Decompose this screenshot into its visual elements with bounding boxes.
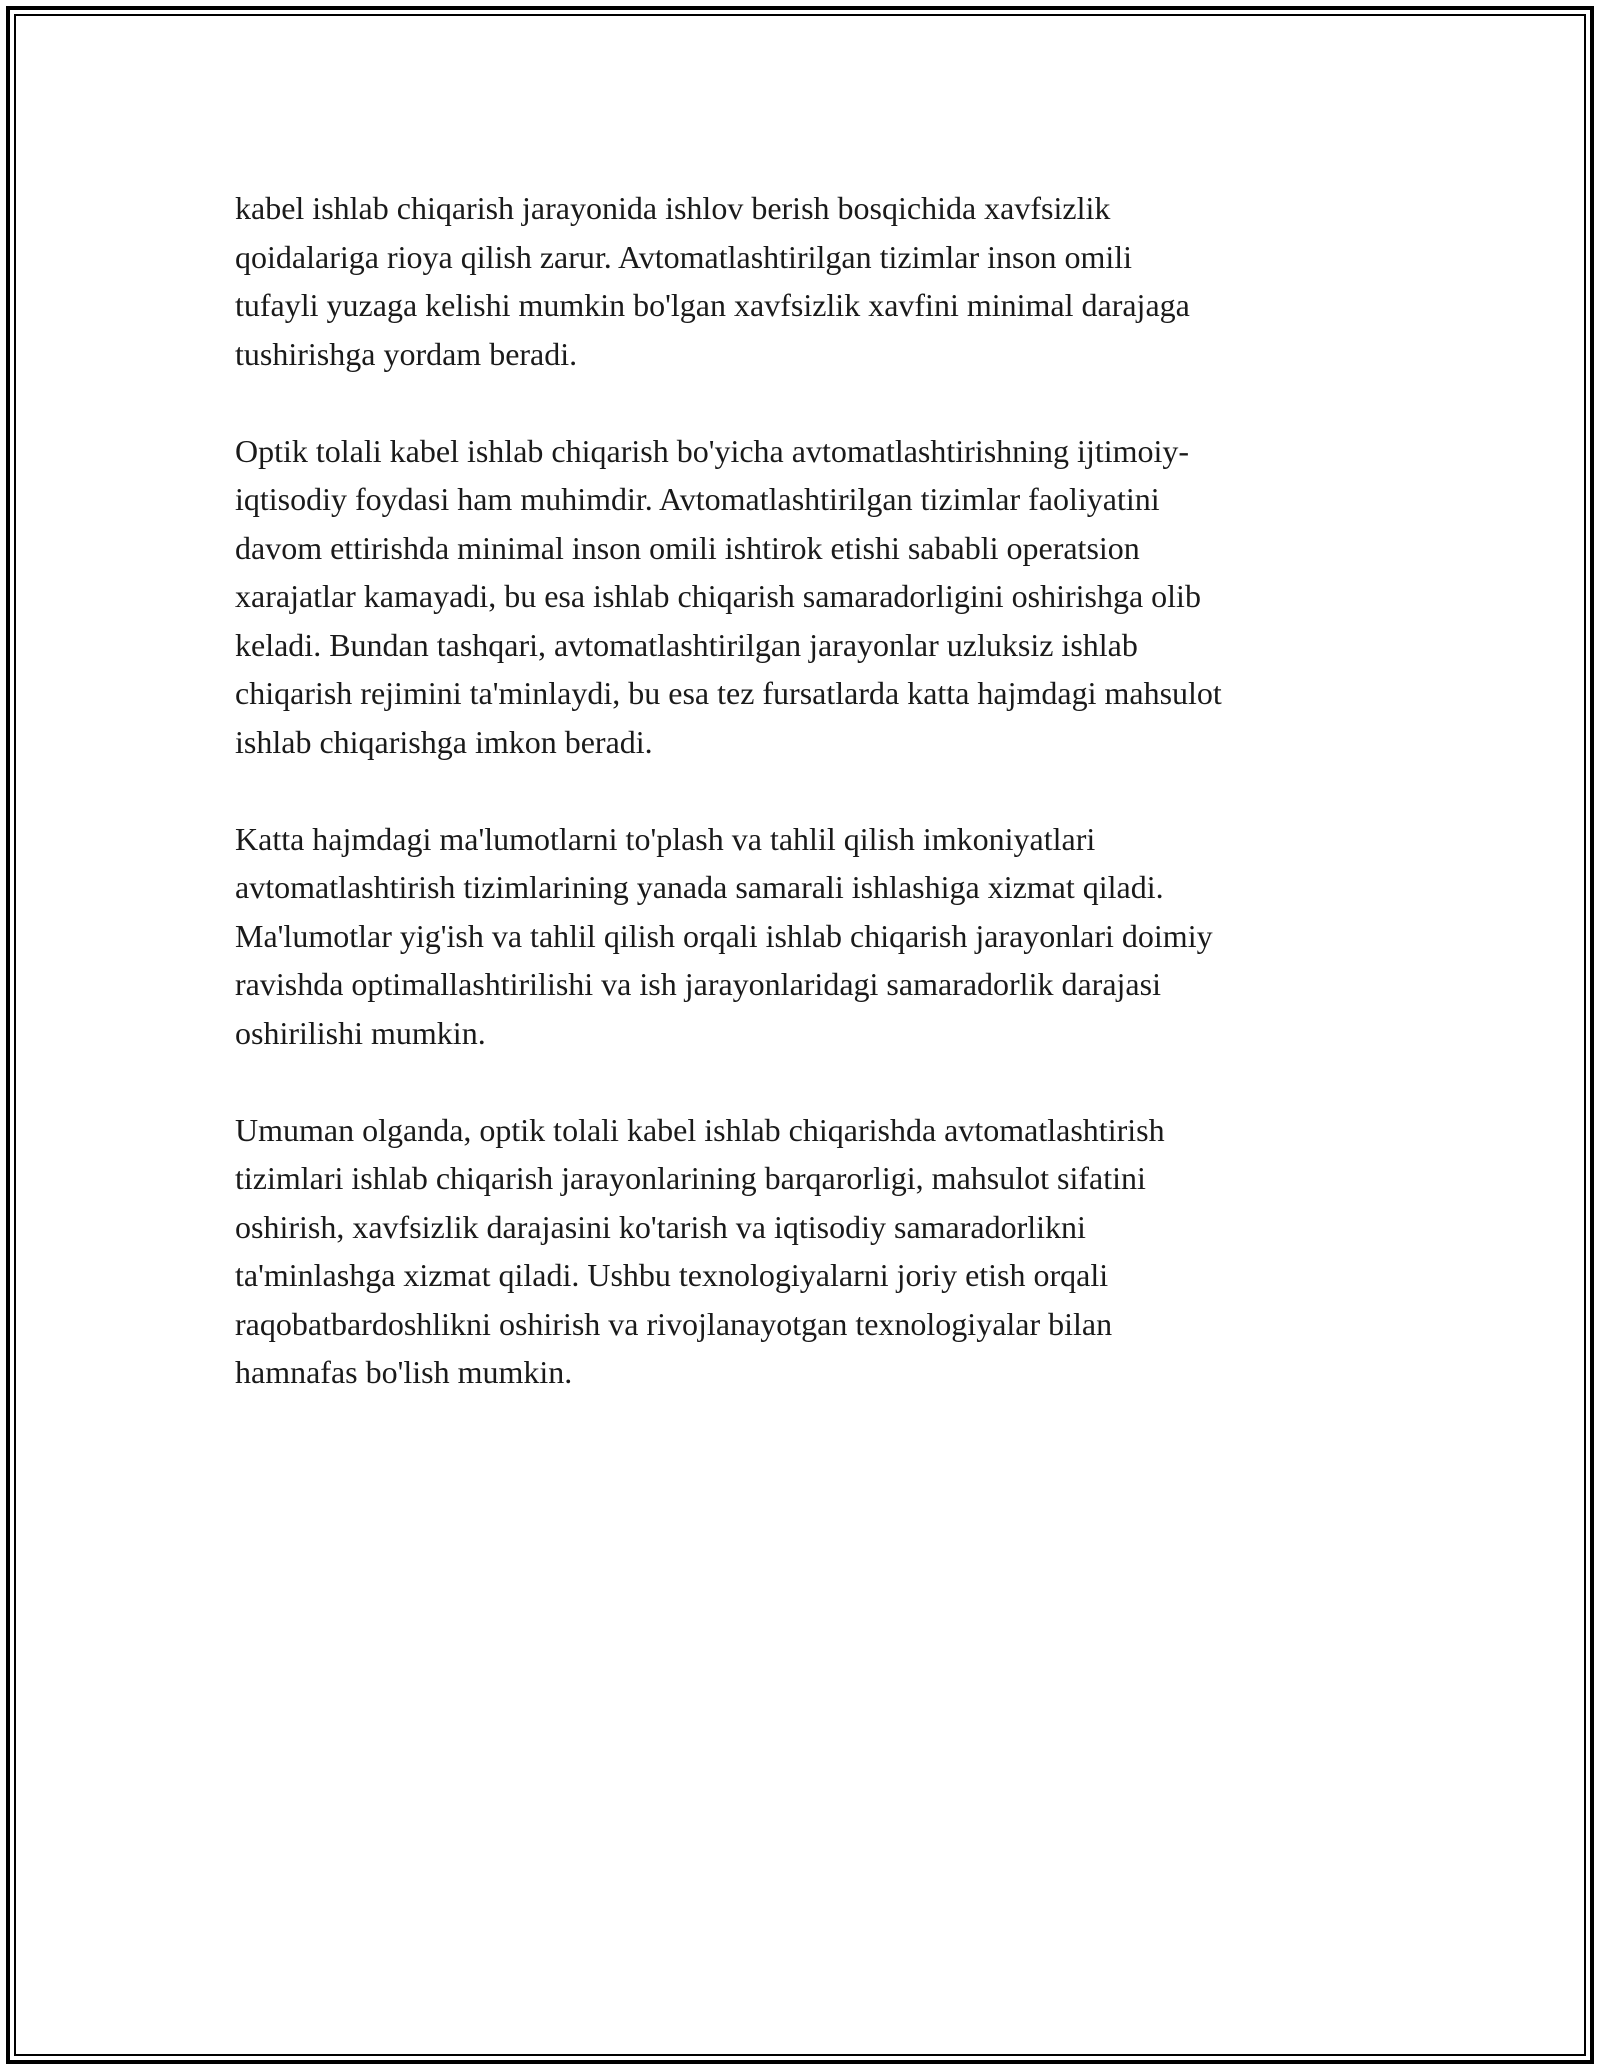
paragraph: Umuman olganda, optik tolali kabel ishlab chiqarishda avtomatlashtirish tizimlari ishlab chiqarish jarayonlarining barqarorligi, mahsulot sifatini oshirish, xavfsizlik darajasini ko'tarish va iqtisodiy samaradorlikni ta'minlashga xizmat qiladi. Ushbu texnologiyalarni joriy etish orqali raqobatbardoshlikni oshirish va rivojlanayotgan texnologiyalar bilan hamnafas bo'lish mumkin. (235, 1111, 1165, 1390)
paragraph: kabel ishlab chiqarish jarayonida ishlov berish bosqichida xavfsizlik qoidalariga rioya qilish zarur. Avtomatlashtirilgan tizimlar inson omili tufayli yuzaga kelishi mumkin bo'lgan xavfsizlik xavfini minimal darajaga tushirishga yordam beradi. (235, 190, 1190, 372)
paragraph: Katta hajmdagi ma'lumotlarni to'plash va tahlil qilish imkoniyatlari avtomatlashtirish tizimlarining yanada samarali ishlashiga xizmat qiladi. Ma'lumotlar yig'ish va tahlil qilish orqali ishlab chiqarish jarayonlari doimiy ravishda optimallashtirilishi va ish jarayonlaridagi samaradorlik darajasi oshirilishi mumkin. (235, 820, 1213, 1051)
paragraph: Optik tolali kabel ishlab chiqarish bo'yicha avtomatlashtirishning ijtimoiy- iqtisodiy foydasi ham muhimdir. Avtomatlashtirilgan tizimlar faoliyatini davom ettirishda minimal inson omili ishtirok etishi sababli operatsion xarajatlar kamayadi, bu esa ishlab chiqarish samaradorligini oshirishga olib keladi. Bundan tashqari, avtomatlashtirilgan jarayonlar uzluksiz ishlab chiqarish rejimini ta'minlaydi, bu esa tez fursatlarda katta hajmdagi mahsulot ishlab chiqarishga imkon beradi. (235, 432, 1222, 760)
document-body (235, 184, 1395, 1445)
